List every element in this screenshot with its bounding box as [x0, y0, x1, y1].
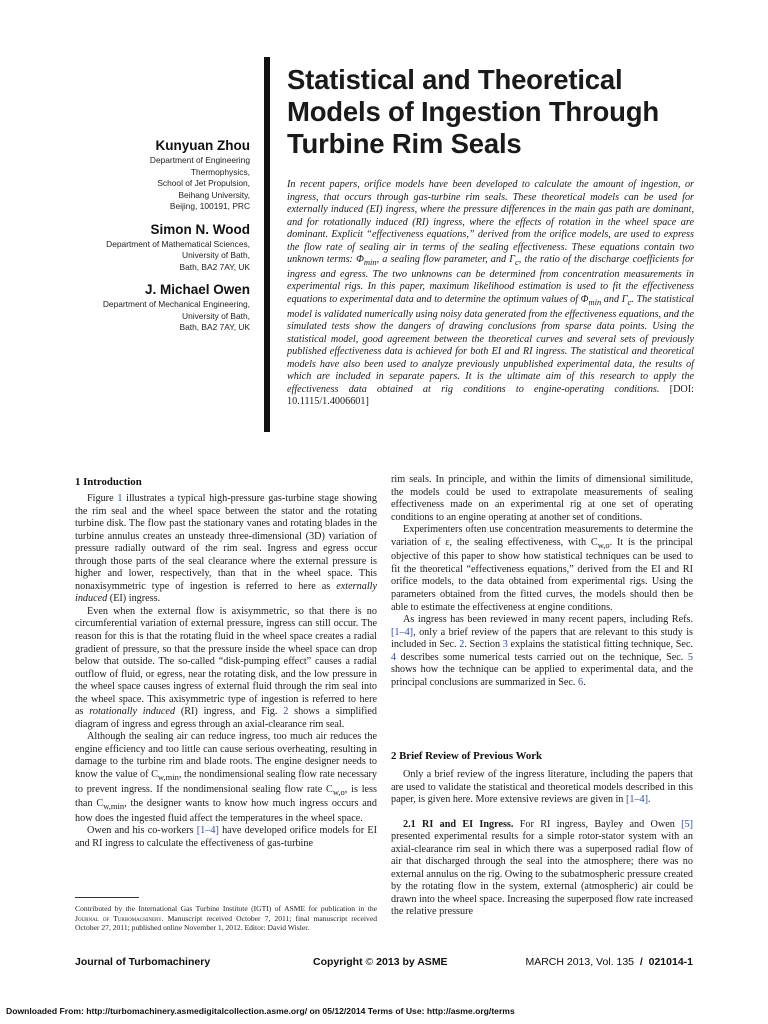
journal-name: Journal of Turbomachinery [75, 913, 162, 923]
abstract-text: and Γ [601, 293, 628, 305]
abstract [287, 179, 694, 409]
download-notice: Downloaded From: http://turbomachinery.asmedigitalcollection.asme.org/ on 05/12/2014 Terms of Use: http://asme.org/terms [6, 1006, 515, 1016]
reference-link[interactable]: [1–4] [625, 794, 649, 806]
author-2 [100, 222, 250, 274]
text: Although the sealing air can reduce ingress, too much air reduces the engine efficiency and too little can cause serious overheating, resulting in damage to the turbine rim and blade roots. The engine designer needs to know the value of C [75, 731, 377, 781]
reference-link[interactable]: [1–4] [391, 626, 414, 638]
paragraph [75, 493, 377, 606]
abstract-text: . The statistical model is validated numerically using noisy data generated from the effectiveness equations, and the simulated tests show the dangers of drawing conclusions from sparse data points. Using the statistical model, good agreement between the theoretical curves and several sets of previously published effectiveness data is achieved for both EI and RI ingress. The statistical and theoretical models have also been used to analyze previously unpublished experimental data, the results of which are included in separate papers. It is the ultimate aim of this research to apply the effectiveness data obtained at rig conditions to engine-operating conditions. [287, 293, 694, 395]
subscript: min [588, 296, 602, 307]
page-number: 021014-1 [648, 956, 693, 968]
author-affiliation: Department of Mathematical Sciences, University of Bath, Bath, BA2 7AY, UK [106, 238, 250, 272]
text: 2013 by ASME [376, 956, 448, 968]
text: . [648, 794, 651, 806]
subscript: w,o [332, 786, 345, 797]
text: Even when the external flow is axisymmetric, so that there is no circumferential variation of external pressure, ingress can still occur. The reason for this is that the rotating fluid in the wheel space creates a radial gradient of pressure, so that the pressure inside the wheel space can drop below that outside. The so-called “disk-pumping effect” causes a radial outflow of fluid, or egress, near the rotating disk, and the low pressure in the wheel space causes ingress of external fluid through the rim seal into the wheel space. This axisymmetric type of ingestion is referred to here as [75, 605, 377, 718]
text: (RI) ingress, and Fig. [175, 706, 284, 718]
separator: / [639, 956, 643, 968]
author-name: Kunyuan Zhou [155, 138, 250, 153]
text: explains the statistical fitting technique, Sec. [507, 639, 694, 651]
subscript: w,min [103, 801, 125, 812]
text: shows a simplified diagram of ingress and egress through an axial-clearance rim seal. [75, 706, 377, 730]
text: shows how the technique can be applied to experimental data, and the principal conclusions are summarized in Sec. [391, 664, 693, 688]
author-name: J. Michael Owen [144, 282, 250, 297]
reference-link[interactable]: [1–4] [196, 825, 219, 837]
text: Figure [87, 493, 118, 504]
figure-link[interactable]: 2 [283, 706, 289, 718]
subscript: w,min [157, 772, 179, 783]
text: , only a brief review of the papers that are relevant to this study is included in Sec. [391, 626, 693, 651]
issue-info: MARCH 2013, Vol. 135 [525, 956, 635, 968]
text: describes some numerical tests carried out on the technique, Sec. [396, 651, 688, 663]
author-name: Simon N. Wood [150, 221, 250, 237]
text: Owen and his co-workers [87, 825, 197, 837]
emphasis: externally induced [75, 580, 377, 605]
text: Only a brief review of the ingress literature, including the papers that are used to validate the statistical and theoretical models described in this paper, is given here. More extensive reviews are given in [391, 769, 693, 806]
abstract-text: , a sealing flow parameter, and Γ [376, 254, 515, 266]
text: As ingress has been reviewed in many recent papers, including Refs. [403, 614, 693, 626]
text: presented experimental results for a simple rotor-stator system with an axial-clearance rim seal in which there was a superposed radial flow of air that discharged through the seal into the atmosphere; there was no external annulus on the rig. Owing to the subatmospheric pressure created by the rotating flow in the system, external (atmospheric) air could be drawn into the wheel space. Increasing the superposed flow rate increased the relative pressure [391, 831, 693, 918]
subscript: c [627, 296, 632, 307]
footer-journal-name: Journal of Turbomachinery [75, 956, 211, 968]
author-1 [100, 138, 250, 213]
subscript: c [515, 257, 519, 268]
section-heading-introduction: 1 Introduction [75, 476, 142, 488]
text: . It is the principal objective of this paper to show how statistical techniques can be used to fit the theoretical “effectiveness equations,” derived from the EI and RI orifice models, to the data obtained from experimental rigs. Using the parameters obtained from the fitted curves, the models should then be able to estimate the effectiveness at engine conditions. [391, 536, 693, 613]
text: (EI) ingress. [107, 593, 161, 605]
paragraph [391, 769, 693, 807]
text: Copyright [313, 956, 363, 968]
paragraph [75, 825, 377, 850]
right-column-section-2 [391, 769, 693, 919]
paragraph [75, 731, 377, 825]
text: For RI ingress, Bayley and Owen [519, 818, 682, 830]
paragraph [75, 606, 377, 731]
paragraph: rim seals. In principle, and within the limits of dimensional similitude, the models could be used to extrapolate measurements of sealing effectiveness made on an experimental rig at one set of operating conditions to an engine operating at another set of conditions. [391, 474, 693, 523]
paragraph [391, 614, 693, 689]
footer-copyright [313, 956, 448, 968]
text: , the nondimensional sealing flow rate necessary to prevent ingress. If the nondimensional sealing flow rate C [75, 769, 377, 795]
section-link[interactable]: 3 [502, 639, 508, 651]
text: . Manuscript received October 7, 2011; final manuscript received October 27, 2011; published online November 1, 2012. Editor: David Wisler. [75, 913, 377, 933]
section-link[interactable]: 4 [391, 651, 397, 663]
emphasis: rotationally induced [89, 706, 176, 718]
text: Experimenters often use concentration measurements to determine the variation of ε, the sealing effectiveness, with C [391, 524, 693, 548]
footnote-rule [75, 897, 139, 898]
text: Contributed by the International Gas Turbine Institute (IGTI) of ASME for publication in the [75, 904, 377, 913]
section-link[interactable]: 6 [578, 676, 584, 688]
text: illustrates a typical high-pressure gas-turbine stage showing the rim seal and the wheel space between the stator and the rotating turbine disk. The flow past the stationary vanes and rotating blades in the turbine annulus creates an unsteady three-dimensional (3D) variation of pressure radially outward of the rim seal. Ingress and egress occur through those parts of the seal clearance where the external pressure is higher and lower, respectively, than that in the wheel space. This nonaxisymmetric type of ingestion is referred to here as [75, 493, 377, 592]
author-affiliation: Department of Mechanical Engineering, University of Bath, Bath, BA2 7AY, UK [102, 299, 250, 332]
right-column [391, 474, 693, 689]
subscript: min [363, 257, 377, 268]
author-block [100, 138, 250, 343]
subsection-heading: 2.1 RI and EI Ingress. [403, 818, 514, 830]
abstract-text: , the ratio of the discharge coefficients for ingress and egress. The two unknowns can be determined from concentration measurements in experimental rigs. In this paper, maximum likelihood estimation is used to fit the effectiveness equations to experimental data and to determine the optimum values of Φ [287, 254, 694, 305]
subscript: w,o [597, 539, 610, 550]
paragraph [391, 819, 693, 919]
text: , the designer wants to know how much ingress occurs and how does the ingested fluid affect the temperatures in the wheel space. [75, 798, 377, 824]
section-heading-review: 2 Brief Review of Previous Work [391, 750, 543, 762]
paper-title: Statistical and Theoretical Models of Ingestion Through Turbine Rim Seals [287, 64, 659, 159]
abstract-text: In recent papers, orifice models have been developed to calculate the amount of ingestion, or ingress, that occurs through gas-turbine rim seals. These theoretical models can be used for externally induced (EI) ingress, where the pressure differences in the main gas path are dominant, and for rotationally induced (RI) ingress, where the effects of rotation in the wheel space are dominant. Explicit “effectiveness equations,” derived from the orifice models, are used to express the flow rate of sealing air in terms of the sealing effectiveness. These equations contain two unknown terms: Φ [287, 179, 694, 266]
paragraph [391, 524, 693, 614]
text: . Section [464, 639, 503, 651]
author-affiliation: Department of Engineering Thermophysics, School of Jet Propulsion, Beihang University, Beijing, 100191, PRC [149, 155, 250, 211]
section-link[interactable]: 2 [459, 639, 465, 651]
left-column [75, 493, 377, 850]
reference-link[interactable]: [5] [681, 818, 693, 830]
copyright-symbol: © [365, 956, 374, 968]
footnote [75, 904, 377, 933]
title-divider-bar [264, 57, 270, 432]
text: . [583, 676, 586, 688]
text: , is less than C [75, 783, 377, 810]
text: have developed orifice models for EI and RI ingress to calculate the effectiveness of gas-turbine [75, 825, 377, 849]
figure-link[interactable]: 1 [117, 493, 123, 504]
section-link[interactable]: 5 [687, 651, 693, 663]
doi[interactable]: [DOI: 10.1115/1.4006601] [287, 383, 695, 408]
author-3 [100, 282, 250, 334]
footer-issue-page [525, 956, 693, 968]
